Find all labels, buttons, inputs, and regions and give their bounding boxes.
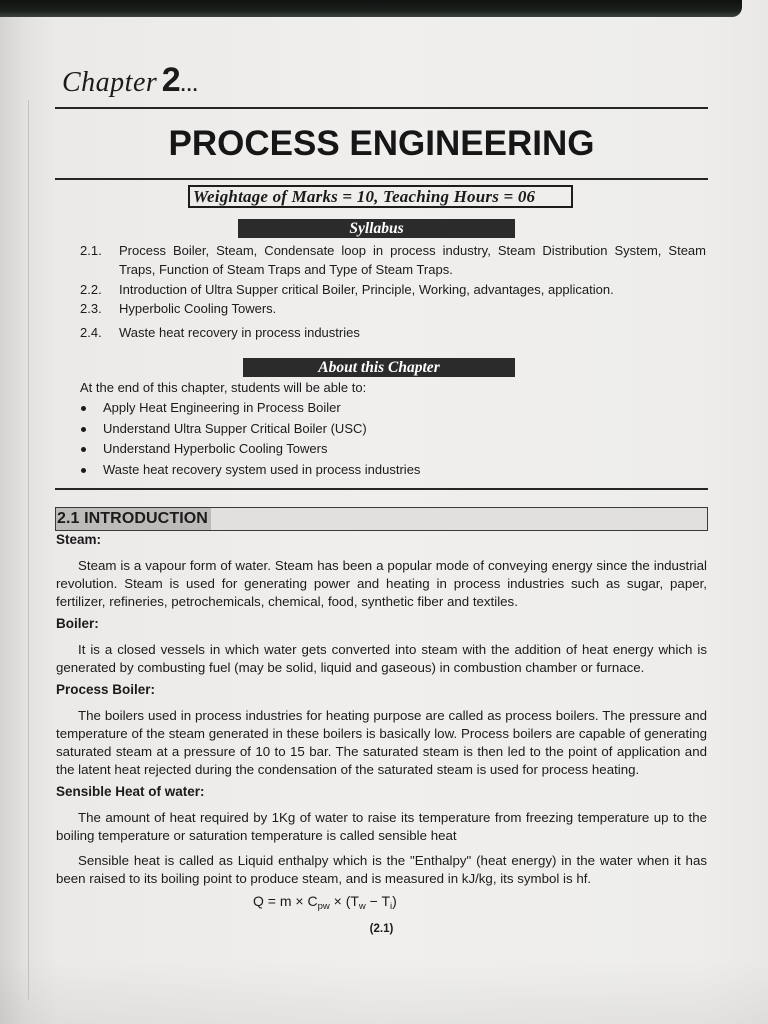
sensible-heat-formula: [253, 892, 707, 910]
paragraph-liquid-enthalpy: Sensible heat is called as Liquid enthalpy which is the "Enthalpy" (heat energy) in the water when it has been raised to its boiling point to produce steam, and is measured in kJ/kg, its symbol is hf.: [56, 853, 707, 886]
paragraph-steam: Steam is a vapour form of water. Steam has been a popular mode of conveying energy since the industrial revolution. Steam is used for generating power and heating in process industries such as sugar, paper, fertilizer, refineries, petrochemicals, chemical, food, synthetic fiber and textiles.: [56, 558, 707, 609]
learning-outcome: [80, 419, 700, 440]
page-bottom-shadow: [0, 960, 768, 1024]
subheading-sensible-heat: Sensible Heat of water:: [56, 784, 205, 799]
subheading-steam: Steam:: [56, 532, 102, 547]
section-heading: 2.1 INTRODUCTION: [56, 508, 211, 530]
formula-subscript: pw: [317, 901, 330, 912]
paragraph-process-boiler: The boilers used in process industries for heating purpose are called as process boilers. The pressure and temperature of the steam generated in these boilers is basically low. Process boilers are capable of generating saturated steam at a pressure of 10 to 15 bar. The saturated steam is then led to the point of application and the latent heat rejected during the condensation of the saturated steam is used for process heating.: [56, 708, 707, 777]
weightage-box: Weightage of Marks = 10, Teaching Hours = 06: [188, 185, 573, 208]
paragraph-boiler: It is a closed vessels in which water gets converted into steam with the addition of heat energy which is generated by combusting fuel (may be solid, liquid and gaseous) in combustion chamber or furnace.: [56, 642, 707, 675]
section-divider: [55, 488, 708, 490]
learning-outcome-text: Waste heat recovery system used in process industries: [103, 461, 421, 477]
syllabus-banner: Syllabus: [238, 219, 515, 238]
subheading-boiler: Boiler:: [56, 616, 99, 631]
chapter-number: 2: [161, 61, 181, 99]
chapter-label: Chapter: [62, 67, 158, 98]
about-chapter-banner: About this Chapter: [243, 358, 515, 377]
syllabus-item-number: 2.4.: [80, 325, 102, 340]
binding-edge: [28, 100, 29, 1000]
page-number: (2.1): [369, 923, 394, 935]
chapter-rule: [55, 107, 708, 109]
title-rule: [55, 178, 708, 180]
syllabus-item: [80, 280, 706, 299]
introduction-body: [56, 531, 707, 938]
learning-outcome: [80, 460, 700, 481]
learning-outcomes-list: [80, 398, 700, 480]
syllabus-item: [80, 241, 706, 279]
syllabus-item-text: Process Boiler, Steam, Condensate loop in process industry, Steam Distribution System, Steam Traps, Function of Steam Traps and Type of Steam Traps.: [119, 243, 706, 277]
section-heading-box: [55, 507, 708, 531]
syllabus-item-number: 2.2.: [80, 282, 102, 297]
chapter-title: PROCESS ENGINEERING: [168, 124, 595, 163]
syllabus-item-number: 2.1.: [80, 243, 102, 258]
formula-text: − T: [365, 893, 391, 909]
formula-subscript: i: [390, 901, 393, 912]
syllabus-item: [80, 299, 706, 318]
formula-text: × (T: [329, 893, 359, 909]
about-chapter-intro: At the end of this chapter, students will be able to:: [80, 380, 367, 395]
formula-subscript: w: [358, 901, 366, 912]
bullet-icon: [81, 468, 86, 473]
learning-outcome: [80, 439, 700, 460]
syllabus-item: [80, 323, 706, 342]
formula-text: Q = m × C: [253, 893, 318, 909]
syllabus-item-text: Waste heat recovery in process industries: [119, 325, 360, 340]
bullet-icon: [81, 447, 86, 452]
chapter-heading: [62, 60, 199, 100]
formula-text: ): [392, 893, 397, 909]
chapter-ellipsis: ...: [180, 75, 199, 95]
syllabus-item-number: 2.3.: [80, 301, 102, 316]
learning-outcome-text: Apply Heat Engineering in Process Boiler: [103, 400, 341, 415]
syllabus-item-text: Introduction of Ultra Supper critical Boiler, Principle, Working, advantages, application.: [119, 282, 614, 297]
bullet-icon: [81, 406, 86, 411]
learning-outcome: [80, 398, 700, 419]
bullet-icon: [81, 427, 86, 432]
syllabus-item-text: Hyperbolic Cooling Towers.: [119, 301, 277, 316]
top-edge-shadow: [0, 0, 742, 17]
subheading-process-boiler: Process Boiler:: [56, 682, 156, 697]
learning-outcome-text: Understand Ultra Supper Critical Boiler (USC): [103, 420, 367, 436]
paragraph-sensible-heat: The amount of heat required by 1Kg of water to raise its temperature from freezing temperature up to the boiling temperature or saturation temperature is called sensible heat: [56, 810, 707, 843]
learning-outcome-text: Understand Hyperbolic Cooling Towers: [103, 441, 328, 456]
